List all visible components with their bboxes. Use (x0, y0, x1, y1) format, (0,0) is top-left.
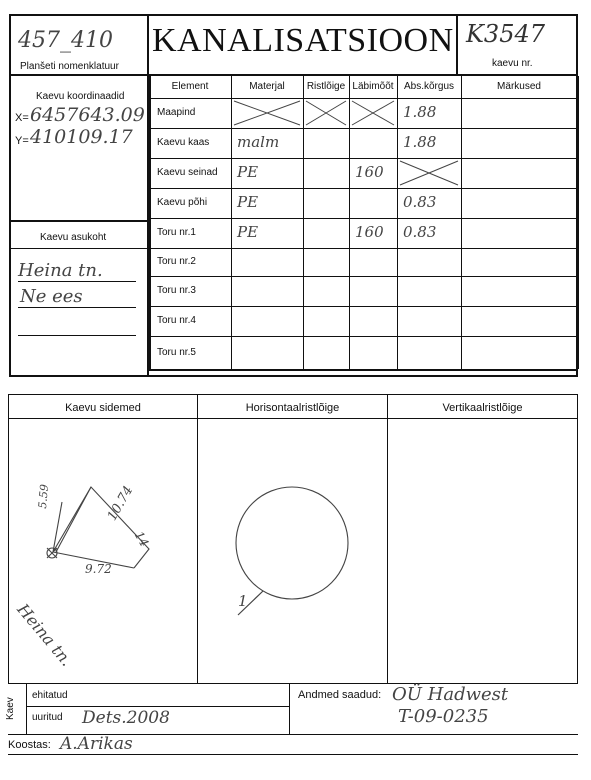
page-title: KANALISATSIOON (152, 22, 454, 59)
location-rule-1 (18, 281, 136, 282)
divider-well-number (456, 14, 458, 74)
location-label-line (9, 248, 149, 249)
frame-top (9, 14, 577, 16)
footer-mid-divider (289, 683, 290, 735)
footer-row-divider (26, 706, 289, 707)
location-rule-3 (18, 335, 136, 336)
pipe-1-mark: 1 (238, 592, 248, 610)
crossed-out-cell (303, 98, 349, 128)
table-row-line (149, 128, 577, 129)
ties-heading: Kaevu sidemed (65, 402, 141, 414)
author-value: A.Arikas (60, 734, 133, 754)
location-divider (9, 220, 149, 222)
footer-side-divider (26, 683, 27, 735)
table-row-element: Toru nr.1 (157, 227, 196, 238)
well-outline-circle (236, 487, 348, 599)
table-cell-materjal: malm (237, 133, 280, 151)
table-col-line (461, 76, 462, 369)
table-cell-abs: 1.88 (403, 103, 437, 121)
surveyed-label: uuritud (32, 712, 63, 723)
sheet-label: Planšeti nomenklatuur (20, 61, 119, 72)
sketch-dim-c: 14 (131, 528, 152, 550)
crossed-out-cell (349, 98, 397, 128)
location-label: Kaevu asukoht (40, 232, 107, 243)
table-cell-abs: 0.83 (403, 223, 437, 241)
data-source-label: Andmed saadud: (298, 689, 382, 701)
sheet-number: 457_410 (18, 28, 113, 53)
table-row-element: Kaevu põhi (157, 197, 208, 208)
table-cell-abs: 0.83 (403, 193, 437, 211)
table-row-element: Kaevu seinad (157, 167, 218, 178)
well-number: K3547 (466, 20, 546, 48)
sketch-dim-d: 9.72 (85, 562, 112, 576)
table-cell-materjal: PE (237, 163, 259, 181)
horizontal-heading: Horisontaalristlõige (245, 402, 340, 414)
crossed-out-cell (231, 98, 303, 128)
table-cell-abs: 1.88 (403, 133, 437, 151)
table-header-cell: Element (171, 81, 209, 92)
table-row-line (149, 369, 577, 371)
table-cell-materjal: PE (237, 193, 259, 211)
table-header-cell: Läbimõõt (352, 81, 394, 92)
x-coordinate: 6457643.09 (30, 104, 145, 126)
data-source-company: OÜ Hadwest (392, 684, 509, 705)
frame-left (9, 14, 11, 377)
author-label: Koostas: (8, 739, 51, 751)
table-col-line (397, 76, 398, 369)
x-prefix: X= (15, 112, 29, 124)
sketch-street: Heina tn. (13, 600, 77, 670)
table-row-line (149, 306, 577, 307)
table-row-line (149, 158, 577, 159)
y-prefix: Y= (15, 135, 29, 147)
frame-bottom (9, 375, 578, 377)
footer-author-line (8, 754, 578, 755)
table-row-element: Toru nr.4 (157, 315, 196, 326)
table-col-line (577, 76, 579, 369)
table-row-line (149, 276, 577, 277)
horizontal-section-sketch (198, 419, 387, 683)
table-cell-labimoot: 160 (355, 223, 384, 241)
footer-side-label: Kaev (5, 697, 16, 720)
table-row-line (149, 188, 577, 189)
surveyed-value: Dets.2008 (82, 708, 170, 728)
vertical-heading: Vertikaalristlõige (442, 402, 523, 414)
table-row-line (149, 218, 577, 219)
sketch-dim-a: 5.59 (36, 483, 52, 510)
table-cell-materjal: PE (237, 223, 259, 241)
location-line-2: Ne ees (20, 286, 83, 307)
table-header-cell: Abs.kõrgus (403, 81, 455, 92)
table-row-element: Maapind (157, 107, 196, 118)
table-row-element: Toru nr.2 (157, 256, 196, 267)
location-rule-2 (18, 307, 136, 308)
built-label: ehitatud (32, 690, 68, 701)
table-row-line (149, 248, 577, 249)
table-header-cell: Materjal (249, 81, 285, 92)
sketch-frame-right (577, 394, 578, 684)
ties-sketch (9, 419, 197, 683)
table-row-line (149, 336, 577, 337)
crossed-out-cell (397, 158, 461, 188)
coordinates-label: Kaevu koordinaadid (36, 91, 125, 102)
table-header-cell: Ristlõige (306, 81, 346, 92)
y-coordinate: 410109.17 (30, 126, 133, 148)
table-cell-labimoot: 160 (355, 163, 384, 181)
sketch-divider-2 (387, 394, 388, 684)
table-row-element: Toru nr.5 (157, 346, 196, 358)
table-row-element: Toru nr.3 (157, 285, 196, 296)
table-header-cell: Märkused (497, 81, 541, 92)
sketch-frame-top (8, 394, 578, 395)
location-line-1: Heina tn. (18, 260, 103, 281)
data-source-code: T-09-0235 (398, 706, 489, 727)
well-label: kaevu nr. (492, 58, 533, 69)
sketch-dim-b: 10.74 (104, 483, 137, 524)
header-bottom-line (9, 74, 578, 76)
table-row-element: Kaevu kaas (157, 137, 210, 148)
table-col-line (149, 76, 151, 369)
